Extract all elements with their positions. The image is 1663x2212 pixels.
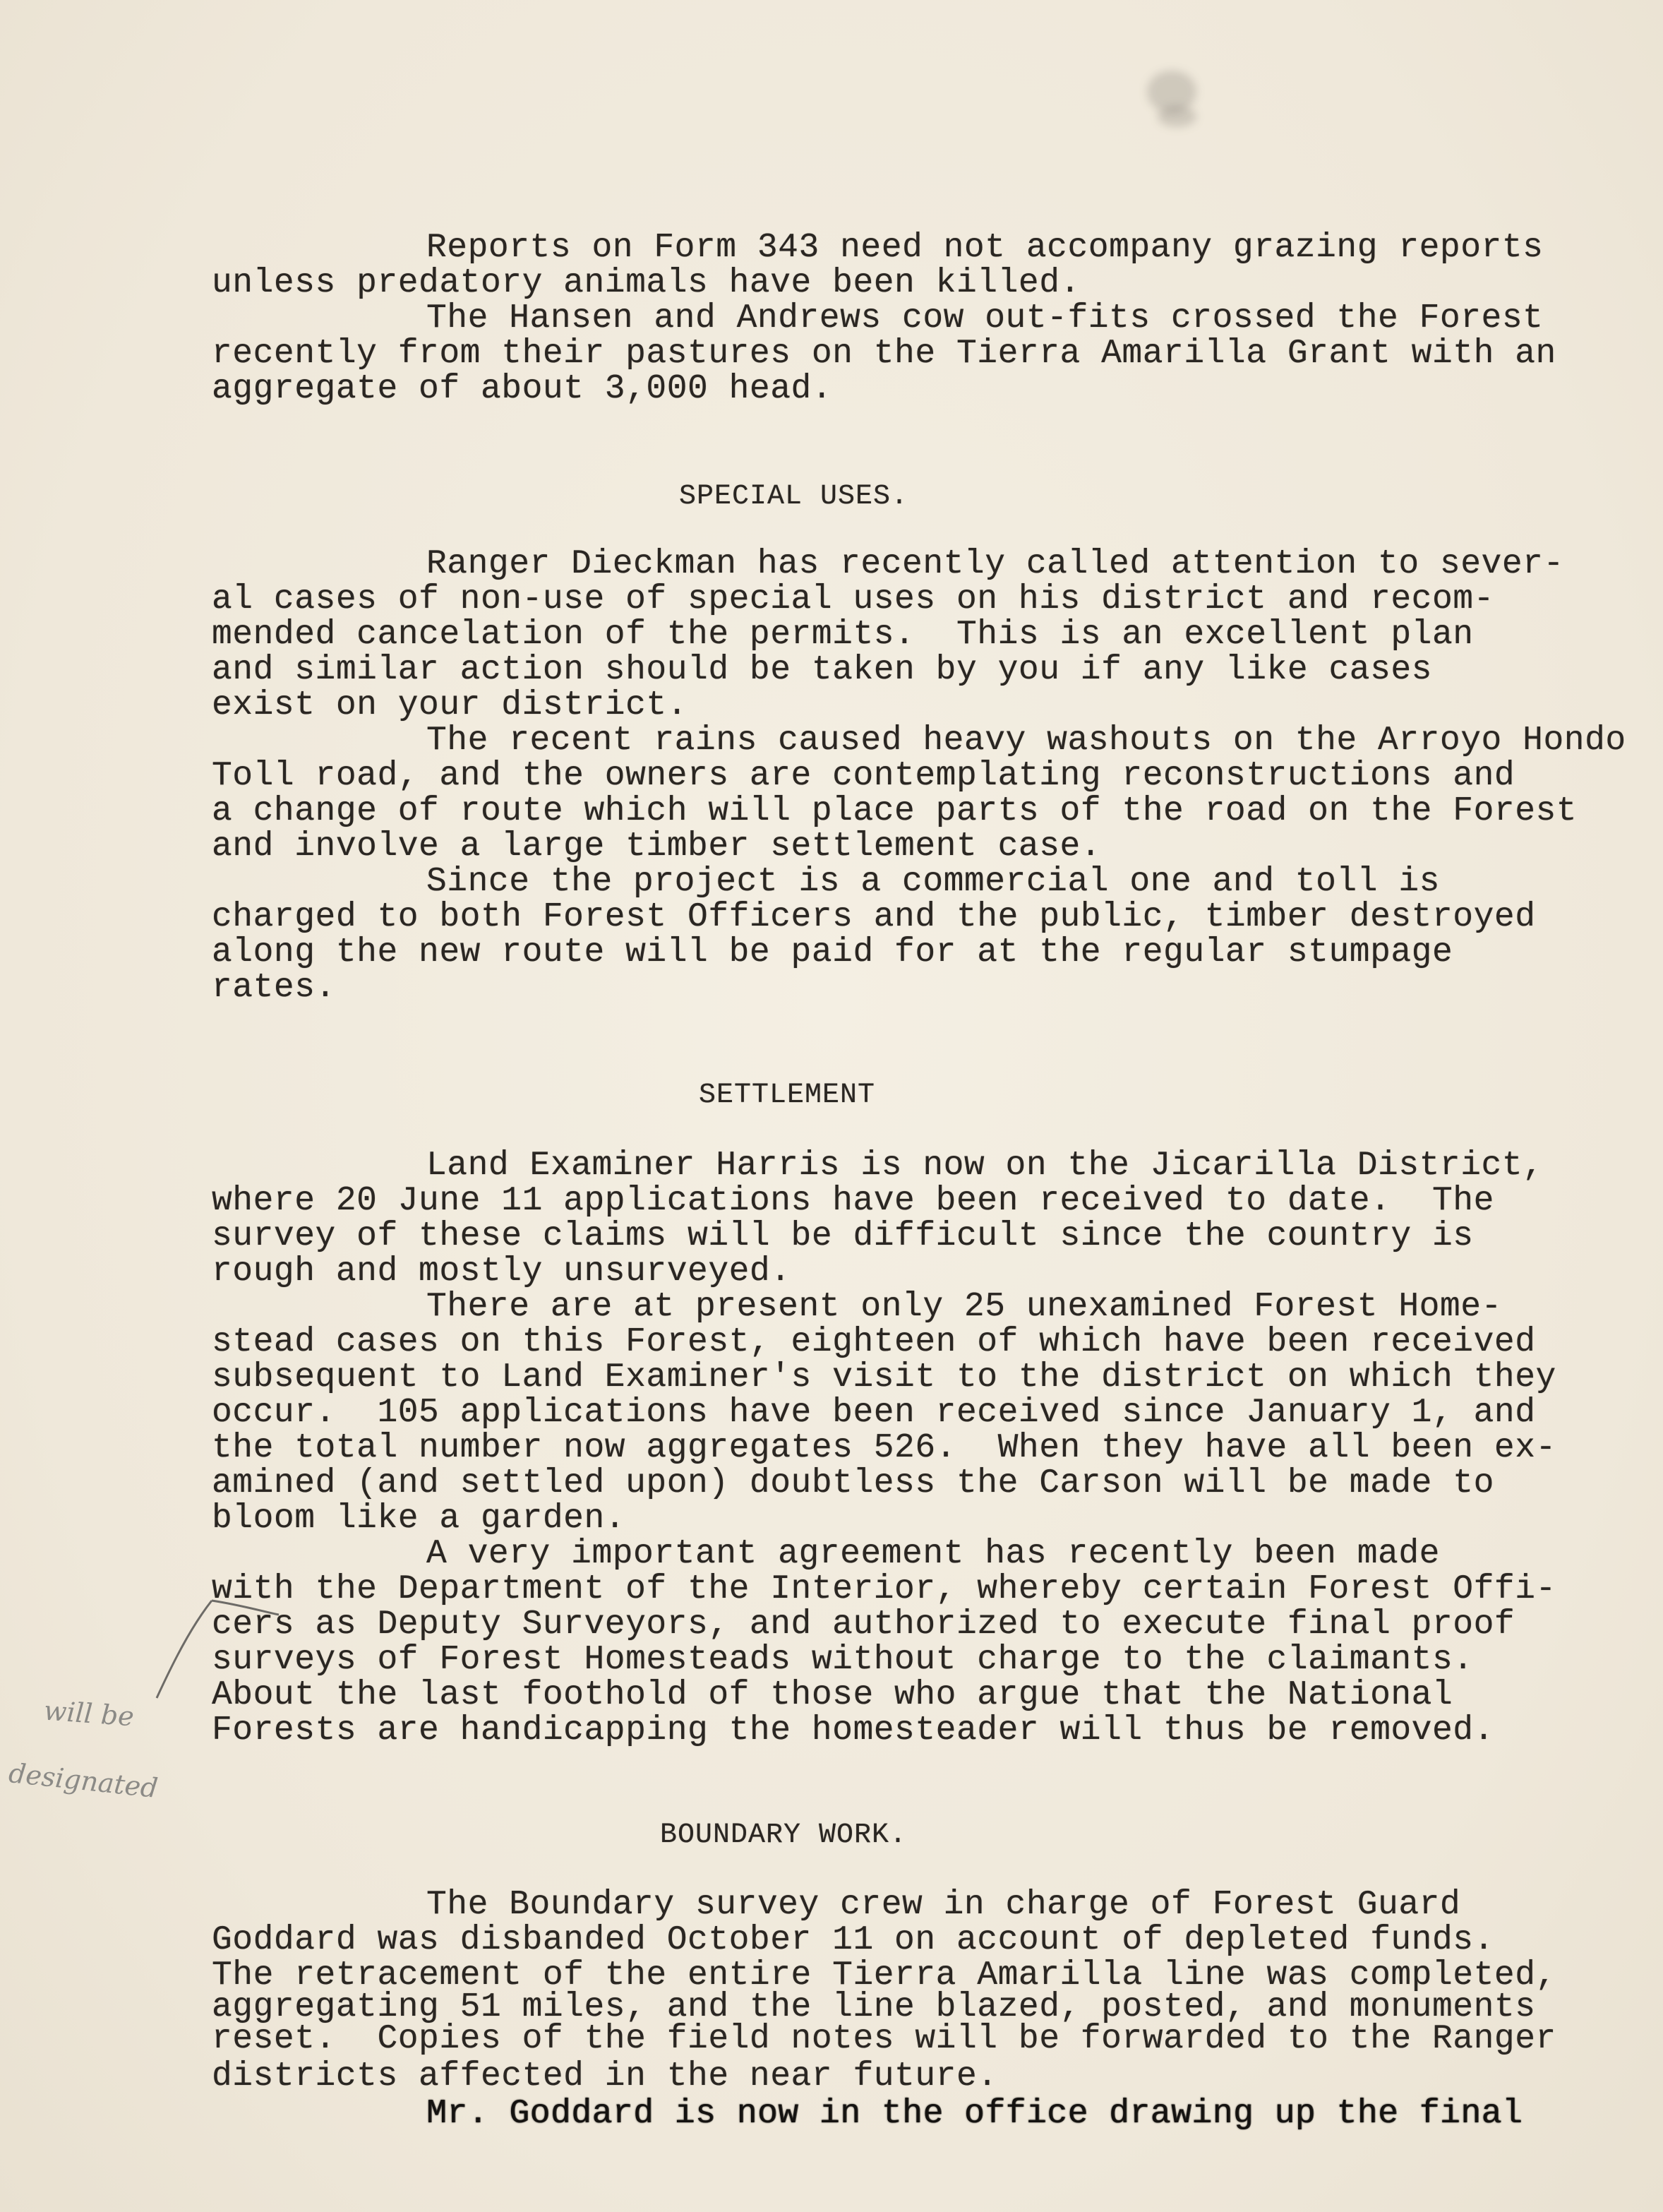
handwritten-note-line-1: will be: [42, 1694, 136, 1733]
special-uses-line-5: exist on your district.: [212, 686, 688, 724]
settlement-line-8: occur. 105 applications have been received since January 1, and: [212, 1394, 1536, 1432]
boundary-work-line-7: Mr. Goddard is now in the office drawing up the final: [426, 2095, 1523, 2133]
settlement-line-11: bloom like a garden.: [212, 1500, 626, 1538]
special-uses-line-3: mended cancelation of the permits. This is an excellent plan: [212, 616, 1474, 654]
settlement-line-12: A very important agreement has recently been made: [426, 1535, 1440, 1573]
settlement-line-6: stead cases on this Forest, eighteen of which have been received: [212, 1323, 1536, 1361]
special-uses-line-12: along the new route will be paid for at the regular stumpage: [212, 933, 1453, 972]
special-uses-heading: SPECIAL USES.: [679, 481, 909, 513]
grazing-line-2: unless predatory animals have been killed.: [212, 264, 1081, 302]
special-uses-line-8: a change of route which will place parts of the road on the Forest: [212, 792, 1578, 830]
special-uses-line-11: charged to both Forest Officers and the public, timber destroyed: [212, 898, 1536, 936]
settlement-heading: SETTLEMENT: [699, 1080, 876, 1111]
settlement-line-5: There are at present only 25 unexamined Forest Home-: [426, 1288, 1502, 1326]
grazing-line-5: aggregate of about 3,000 head.: [212, 370, 833, 408]
grazing-line-4: recently from their pastures on the Tierra Amarilla Grant with an: [212, 335, 1556, 373]
boundary-work-line-1: The Boundary survey crew in charge of Forest Guard: [426, 1886, 1461, 1924]
settlement-line-2: where 20 June 11 applications have been received to date. The: [212, 1182, 1494, 1220]
ink-smudge: [1158, 106, 1196, 127]
settlement-line-10: amined (and settled upon) doubtless the Carson will be made to: [212, 1464, 1494, 1502]
settlement-line-7: subsequent to Land Examiner's visit to the district on which they: [212, 1358, 1556, 1397]
settlement-line-1: Land Examiner Harris is now on the Jicarilla District,: [426, 1147, 1544, 1185]
special-uses-line-13: rates.: [212, 969, 336, 1007]
grazing-line-1: Reports on Form 343 need not accompany grazing reports: [426, 229, 1544, 267]
boundary-work-line-3: The retracement of the entire Tierra Amarilla line was completed,: [212, 1956, 1556, 1995]
settlement-line-13: with the Department of the Interior, whereby certain Forest Offi-: [212, 1570, 1556, 1608]
settlement-line-17: Forests are handicapping the homesteader will thus be removed.: [212, 1711, 1494, 1750]
settlement-line-3: survey of these claims will be difficult since the country is: [212, 1217, 1474, 1255]
settlement-line-15: surveys of Forest Homesteads without charge to the claimants.: [212, 1641, 1474, 1679]
boundary-work-heading: BOUNDARY WORK.: [660, 1819, 908, 1851]
special-uses-line-10: Since the project is a commercial one and toll is: [426, 863, 1440, 901]
special-uses-line-7: Toll road, and the owners are contemplating reconstructions and: [212, 757, 1515, 795]
settlement-line-14: cers as Deputy Surveyors, and authorized to execute final proof: [212, 1606, 1515, 1644]
handwritten-note-line-2: designated: [7, 1757, 160, 1804]
special-uses-line-1: Ranger Dieckman has recently called attention to sever-: [426, 545, 1564, 583]
boundary-work-line-5: reset. Copies of the field notes will be forwarded to the Ranger: [212, 2020, 1556, 2058]
special-uses-line-2: al cases of non-use of special uses on his district and recom-: [212, 580, 1494, 618]
special-uses-line-4: and similar action should be taken by you if any like cases: [212, 651, 1432, 689]
boundary-work-line-4: aggregating 51 miles, and the line blazed, posted, and monuments: [212, 1988, 1536, 2026]
grazing-line-3: The Hansen and Andrews cow out-fits crossed the Forest: [426, 299, 1544, 337]
boundary-work-line-2: Goddard was disbanded October 11 on account of depleted funds.: [212, 1921, 1494, 1959]
boundary-work-line-6: districts affected in the near future.: [212, 2057, 998, 2096]
special-uses-line-9: and involve a large timber settlement case.: [212, 827, 1102, 866]
special-uses-line-6: The recent rains caused heavy washouts on the Arroyo Hondo: [426, 722, 1626, 760]
settlement-line-4: rough and mostly unsurveyed.: [212, 1253, 791, 1291]
settlement-line-9: the total number now aggregates 526. When they have all been ex-: [212, 1429, 1556, 1467]
settlement-line-16: About the last foothold of those who argue that the National: [212, 1676, 1453, 1714]
